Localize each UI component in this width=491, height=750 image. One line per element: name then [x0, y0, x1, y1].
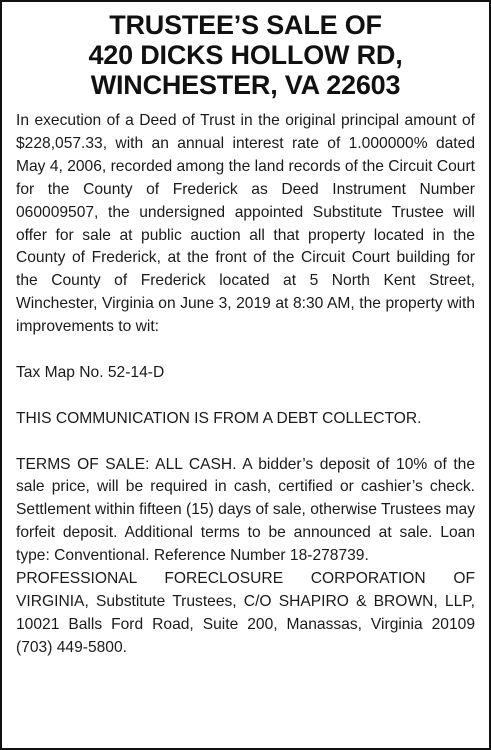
notice-body: [16, 110, 475, 660]
title-line-1: TRUSTEE’S SALE OF: [109, 10, 382, 40]
title-line-2: 420 DICKS HOLLOW RD,: [88, 40, 403, 70]
trustee-contact-paragraph: PROFESSIONAL FORECLOSURE CORPORATION OF VIRGINIA, Substitute Trustees, C/O SHAPIRO & BROWN, LLP, 10021 Balls Ford Road, Suite 200, Manassas, Virginia 20109 (703) 449-5800.: [16, 570, 475, 656]
tax-map-paragraph: Tax Map No. 52-14-D: [16, 363, 165, 381]
notice-title: [16, 10, 475, 100]
terms-of-sale-paragraph: TERMS OF SALE: ALL CASH. A bidder’s deposit of 10% of the sale price, will be required in cash, certified or cashier’s check. Settlement within fifteen (15) days of sale, otherwise Trustees may forfeit deposit. Additional terms to be announced at sale. Loan type: Conventional. Reference Number 18-278739.: [16, 455, 475, 565]
deed-of-trust-paragraph: In execution of a Deed of Trust in the original principal amount of $228,057.33, with an annual interest rate of 1.000000% dated May 4, 2006, recorded among the land records of the Circuit Court for the County of Frederick as Deed Instrument Number 060009507, the undersigned appointed Substitute Trustee will offer for sale at public auction all that property located in the County of Frederick, at the front of the Circuit Court building for the County of Frederick located at 5 North Kent Street, Winchester, Virginia on June 3, 2019 at 8:30 AM, the property with improvements to wit:: [16, 112, 475, 336]
debt-collector-paragraph: THIS COMMUNICATION IS FROM A DEBT COLLECTOR.: [16, 409, 422, 427]
title-line-3: WINCHESTER, VA 22603: [90, 70, 401, 100]
